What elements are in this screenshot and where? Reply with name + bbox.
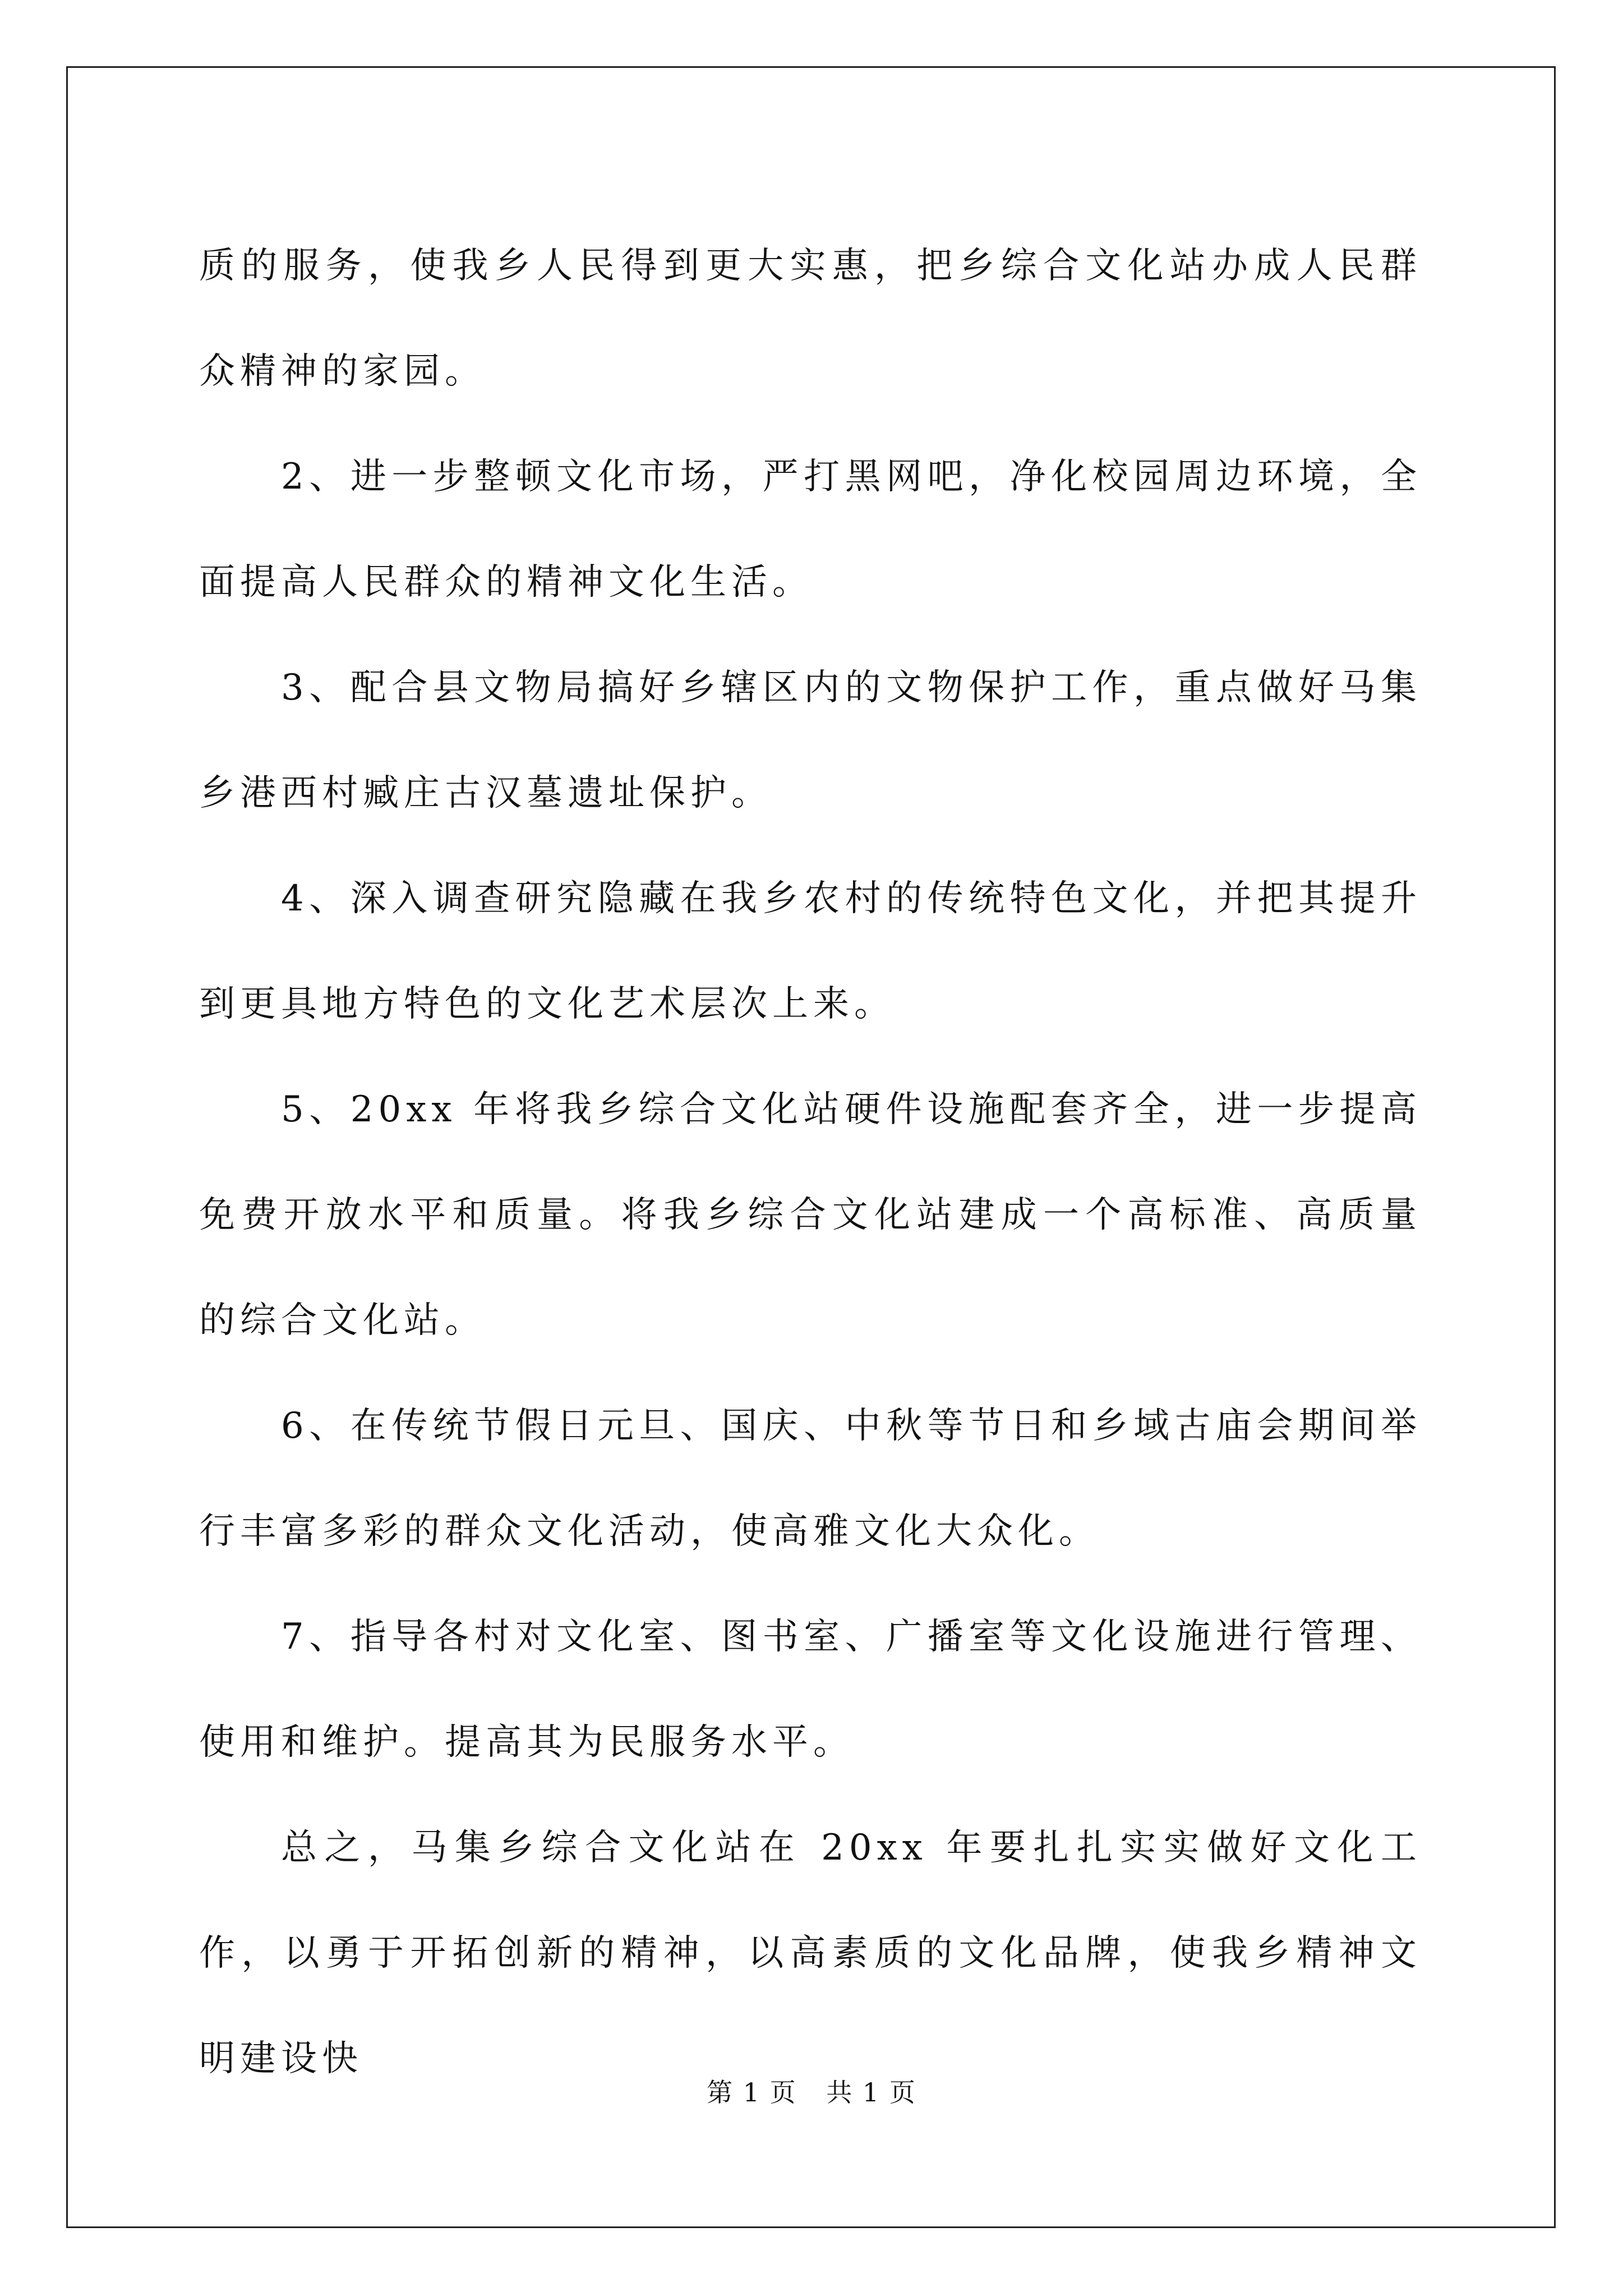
document-body <box>199 213 1422 2111</box>
paragraph-item-7: 7、指导各村对文化室、图书室、广播室等文化设施进行管理、使用和维护。提高其为民服务水平。 <box>199 1616 1422 1763</box>
paragraph-item-3: 3、配合县文物局搞好乡辖区内的文物保护工作，重点做好马集乡港西村臧庄古汉墓遗址保护。 <box>199 667 1422 814</box>
paragraph-item-6: 6、在传统节假日元旦、国庆、中秋等节日和乡域古庙会期间举行丰富多彩的群众文化活动，使高雅文化大众化。 <box>199 1405 1422 1552</box>
paragraph-continuation: 质的服务，使我乡人民得到更大实惠，把乡综合文化站办成人民群众精神的家园。 <box>199 245 1422 392</box>
paragraph-item-4: 4、深入调查研究隐藏在我乡农村的传统特色文化，并把其提升到更具地方特色的文化艺术层次上来。 <box>199 878 1422 1025</box>
page-number-current: 第 1 页 <box>707 2077 797 2108</box>
page-footer <box>0 2076 1623 2109</box>
paragraph-conclusion: 总之，马集乡综合文化站在 20xx 年要扎扎实实做好文化工作，以勇于开拓创新的精神，以高素质的文化品牌，使我乡精神文明建设快 <box>199 1827 1422 2079</box>
page-number-total: 共 1 页 <box>826 2077 916 2108</box>
paragraph-item-5: 5、20xx 年将我乡综合文化站硬件设施配套齐全，进一步提高免费开放水平和质量。将我乡综合文化站建成一个高标准、高质量的综合文化站。 <box>199 1089 1422 1341</box>
paragraph-item-2: 2、进一步整顿文化市场，严打黑网吧，净化校园周边环境，全面提高人民群众的精神文化生活。 <box>199 456 1422 603</box>
